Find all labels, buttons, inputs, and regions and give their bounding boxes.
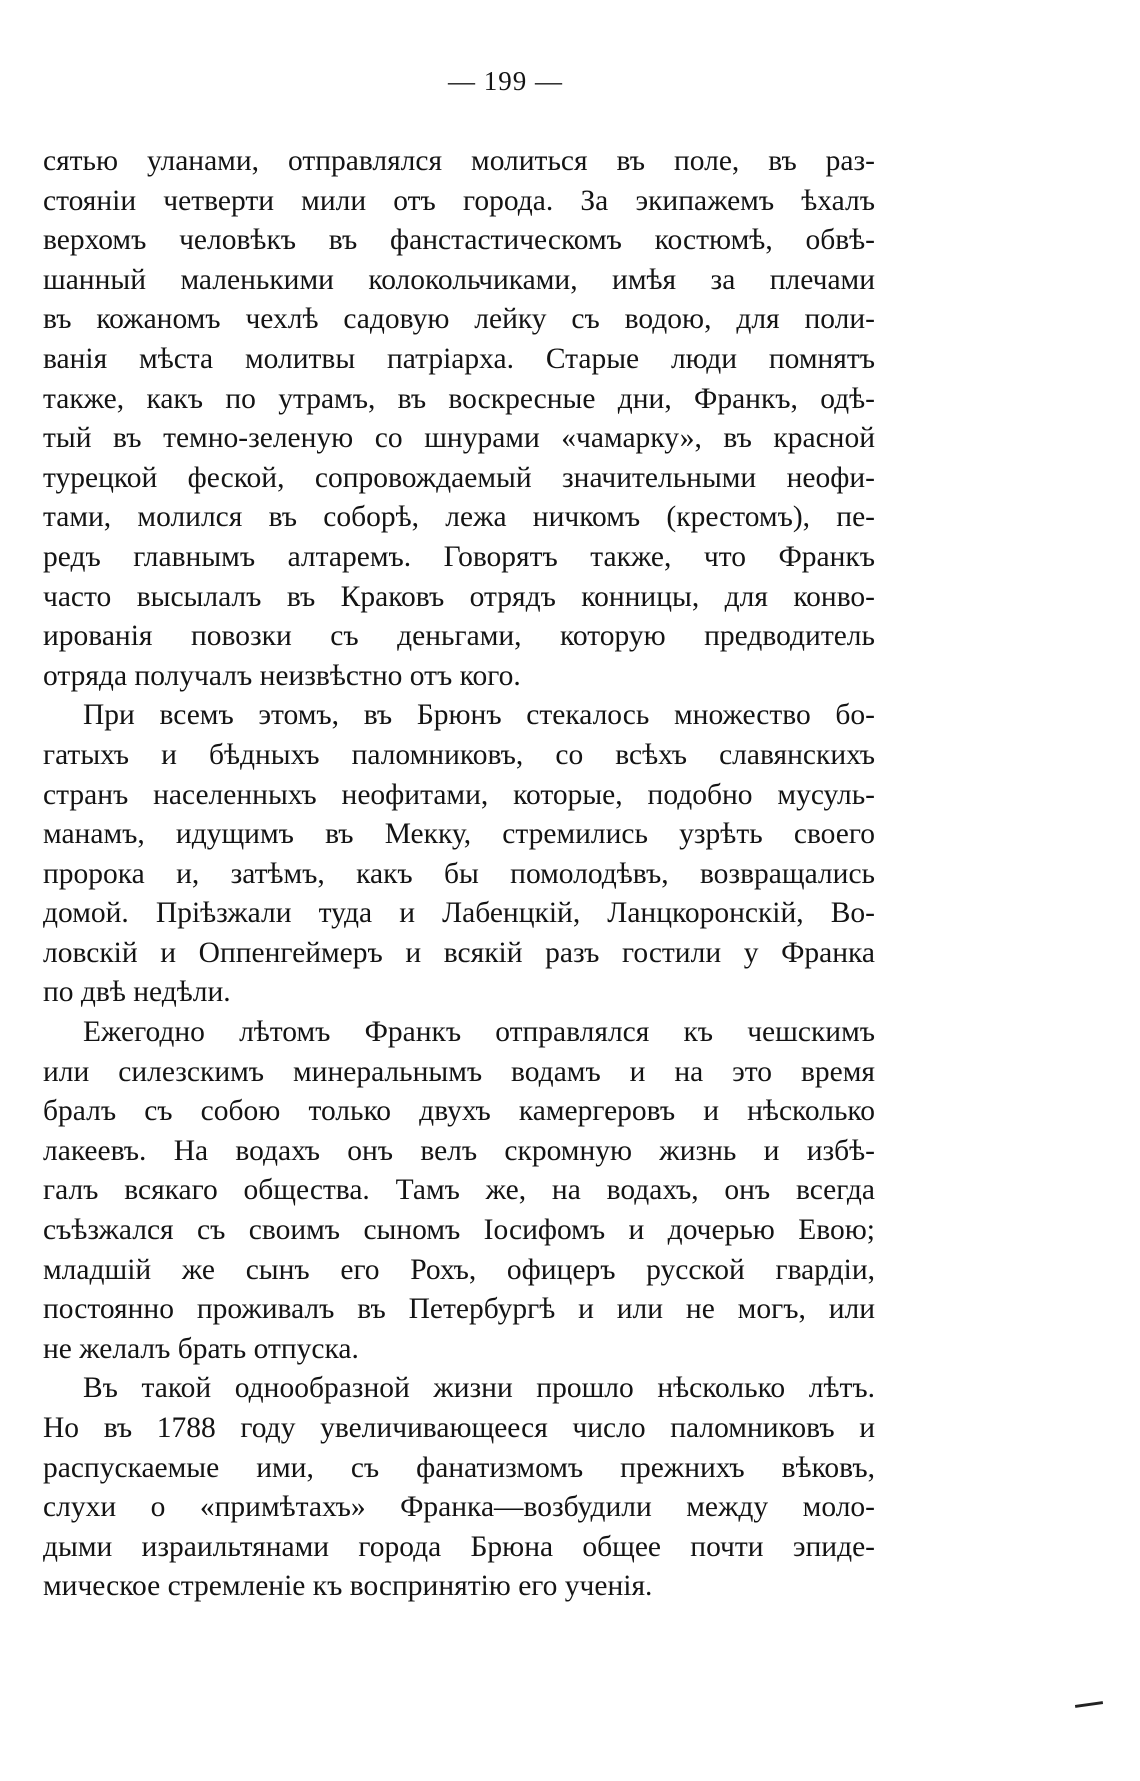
text-line: въ кожаномъ чехлѣ садовую лейку съ водою, для поли- [43,303,875,336]
paragraph [43,142,875,696]
text-line: ванія мѣста молитвы патріарха. Старые люди помнятъ [43,342,875,375]
text-line: Ежегодно лѣтомъ Франкъ отправлялся къ чешскимъ [83,1016,875,1049]
text-line: также, какъ по утрамъ, въ воскресные дни, Франкъ, одѣ- [43,382,875,415]
text-line: тый въ темно-зеленую со шнурами «чамарку», въ красной [43,422,875,455]
text-line: слухи о «примѣтахъ» Франка—возбудили между моло- [43,1491,875,1524]
text-line: съѣзжался съ своимъ сыномъ Іосифомъ и дочерью Евою; [43,1214,875,1247]
page-number: — 199 — [448,66,563,96]
paragraph [43,1013,875,1369]
text-line: Въ такой однообразной жизни прошло нѣсколько лѣтъ. [83,1372,875,1405]
text-line: гатыхъ и бѣдныхъ паломниковъ, со всѣхъ славянскихъ [43,738,875,771]
text-line: стояніи четверти мили отъ города. За экипажемъ ѣхалъ [43,184,875,217]
text-line: манамъ, идущимъ въ Мекку, стремились узрѣть своего [43,818,875,851]
text-line: странъ населенныхъ неофитами, которые, подобно мусуль- [43,778,875,811]
text-line: При всемъ этомъ, въ Брюнъ стекалось множество бо- [83,699,875,732]
text-line: домой. Пріѣзжали туда и Лабенцкій, Ланцкоронскій, Во- [43,897,875,930]
text-line: верхомъ человѣкъ въ фанстастическомъ костюмѣ, обвѣ- [43,224,875,257]
text-line: пророка и, затѣмъ, какъ бы помолодѣвъ, возвращались [43,857,875,890]
text-line: Но въ 1788 году увеличивающееся число паломниковъ и [43,1412,875,1444]
text-line: распускаемые ими, съ фанатизмомъ прежнихъ вѣковъ, [43,1451,875,1484]
text-line: ированія повозки съ деньгами, которую предводитель [43,620,875,653]
text-line: мическое стремленіе къ воспринятію его ученія. [43,1570,653,1603]
text-line: по двѣ недѣли. [43,976,231,1009]
text-line: не желалъ брать отпуска. [43,1332,359,1365]
paragraph [43,1369,875,1607]
text-line: галъ всякаго общества. Тамъ же, на водахъ, онъ всегда [43,1174,875,1207]
text-line: дыми израильтянами города Брюна общее почти эпиде- [43,1530,875,1563]
text-line: редъ главнымъ алтаремъ. Говорятъ также, что Франкъ [43,540,875,573]
text-line: часто высылалъ въ Краковъ отрядъ конницы, для конво- [43,580,875,613]
text-line: турецкой феской, сопровождаемый значительными неофи- [43,461,875,494]
text-line: отряда получалъ неизвѣстно отъ кого. [43,659,521,692]
text-line: шанный маленькими колокольчиками, имѣя за плечами [43,263,875,296]
stray-mark [1075,1701,1103,1708]
text-line: постоянно проживалъ въ Петербургѣ и или не могъ, или [43,1293,875,1326]
text-line: лакеевъ. На водахъ онъ велъ скромную жизнь и избѣ- [43,1134,875,1167]
body-text [43,142,875,1607]
text-line: бралъ съ собою только двухъ камергеровъ и нѣсколько [43,1095,875,1128]
text-line: ловскій и Оппенгеймеръ и всякій разъ гостили у Франка [43,936,875,969]
text-line: сятью уланами, отправлялся молиться въ поле, въ раз- [43,145,875,177]
text-line: или силезскимъ минеральнымъ водамъ и на это время [43,1055,875,1088]
paragraph [43,696,875,1013]
text-line: тами, молился въ соборѣ, лежа ничкомъ (крестомъ), пе- [43,501,875,534]
text-line: младшій же сынъ его Рохъ, офицеръ русской гвардіи, [43,1253,875,1286]
